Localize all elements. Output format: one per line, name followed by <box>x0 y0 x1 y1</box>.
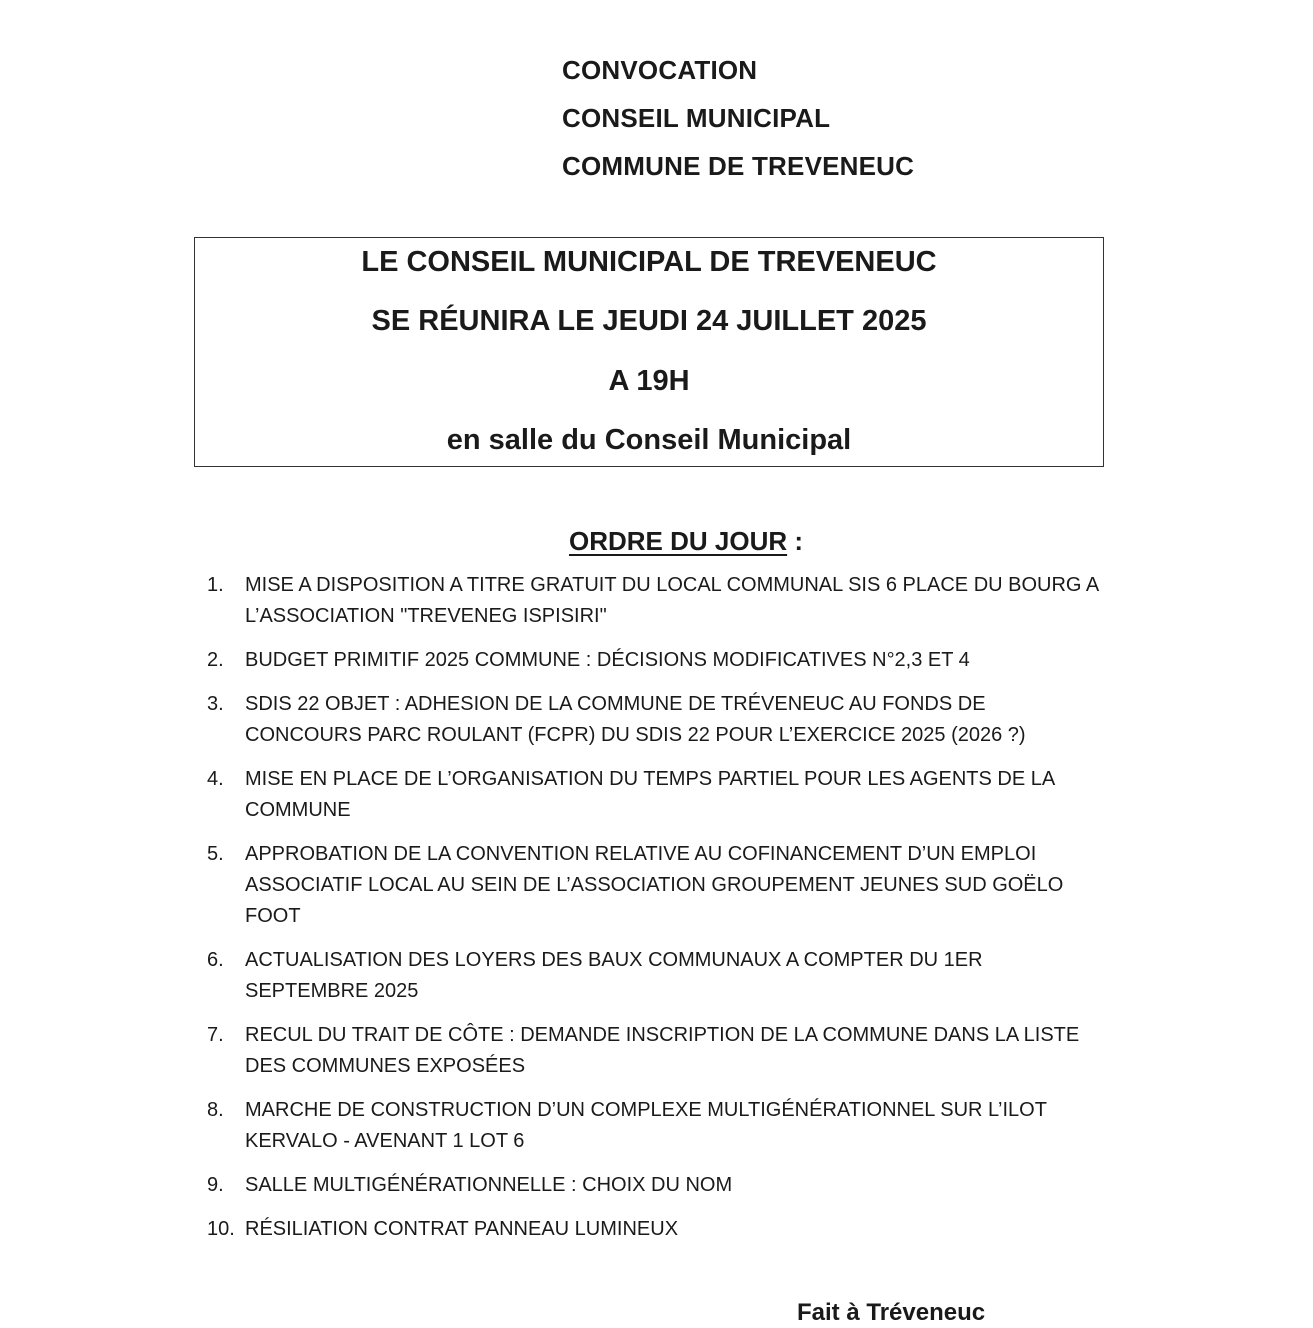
header-block <box>562 46 914 190</box>
meeting-location: en salle du Conseil Municipal <box>446 424 852 456</box>
agenda-item-6 <box>205 945 1105 1007</box>
agenda-item-number: 7. <box>207 1024 224 1046</box>
agenda-item-number: 6. <box>207 949 224 971</box>
agenda-item-number: 1. <box>207 574 224 596</box>
agenda-title-colon: : <box>787 526 804 556</box>
agenda-item-text: SALLE MULTIGÉNÉRATIONNELLE : CHOIX DU NOM <box>245 1174 733 1196</box>
agenda-list <box>205 570 1105 1258</box>
agenda-item-number: 8. <box>207 1099 224 1121</box>
agenda-item-1 <box>205 570 1105 632</box>
agenda-item-number: 4. <box>207 768 224 790</box>
header-line-convocation: CONVOCATION <box>562 55 758 85</box>
agenda-item-2 <box>205 645 1105 676</box>
agenda-item-text: MISE A DISPOSITION A TITRE GRATUIT DU LOCAL COMMUNAL SIS 6 PLACE DU BOURG A L’ASSOCIATION "TREVENEG ISPISIRI" <box>245 574 1099 627</box>
meeting-box <box>194 237 1104 467</box>
agenda-item-text: RÉSILIATION CONTRAT PANNEAU LUMINEUX <box>245 1218 679 1240</box>
agenda-item-4 <box>205 764 1105 826</box>
meeting-title: LE CONSEIL MUNICIPAL DE TREVENEUC <box>361 246 937 278</box>
agenda-item-10 <box>205 1214 1105 1245</box>
agenda-title <box>0 522 1313 560</box>
agenda-item-number: 5. <box>207 843 224 865</box>
agenda-item-3 <box>205 689 1105 751</box>
agenda-item-text: RECUL DU TRAIT DE CÔTE : DEMANDE INSCRIPTION DE LA COMMUNE DANS LA LISTE DES COMMUNES EXPOSÉES <box>245 1024 1080 1077</box>
agenda-item-number: 10. <box>207 1218 235 1240</box>
agenda-item-text: MARCHE DE CONSTRUCTION D’UN COMPLEXE MULTIGÉNÉRATIONNEL SUR L’ILOT KERVALO - AVENANT 1 LOT 6 <box>245 1099 1047 1152</box>
agenda-item-text: MISE EN PLACE DE L’ORGANISATION DU TEMPS PARTIEL POUR LES AGENTS DE LA COMMUNE <box>245 768 1055 821</box>
agenda-item-number: 9. <box>207 1174 224 1196</box>
meeting-time: A 19H <box>608 365 690 397</box>
agenda-item-number: 3. <box>207 693 224 715</box>
meeting-date: SE RÉUNIRA LE JEUDI 24 JUILLET 2025 <box>371 305 927 337</box>
agenda-title-label: ORDRE DU JOUR <box>568 526 788 556</box>
agenda-item-5 <box>205 839 1105 932</box>
header-line-conseil: CONSEIL MUNICIPAL <box>562 103 831 133</box>
agenda-item-9 <box>205 1170 1105 1201</box>
signature-place: Fait à Tréveneuc <box>797 1299 986 1326</box>
agenda-item-number: 2. <box>207 649 224 671</box>
agenda-item-text: SDIS 22 OBJET : ADHESION DE LA COMMUNE DE TRÉVENEUC AU FONDS DE CONCOURS PARC ROULANT (FCPR) DU SDIS 22 POUR L’EXERCICE 2025 (2026 ?) <box>245 693 1026 746</box>
header-line-commune: COMMUNE DE TREVENEUC <box>562 151 915 181</box>
agenda-item-8 <box>205 1095 1105 1157</box>
agenda-item-text: BUDGET PRIMITIF 2025 COMMUNE : DÉCISIONS MODIFICATIVES N°2,3 ET 4 <box>245 649 970 671</box>
agenda-item-text: APPROBATION DE LA CONVENTION RELATIVE AU COFINANCEMENT D’UN EMPLOI ASSOCIATIF LOCAL AU SEIN DE L’ASSOCIATION GROUPEMENT JEUNES SUD GOËLO FOOT <box>245 843 1064 927</box>
agenda-item-7 <box>205 1020 1105 1082</box>
agenda-item-text: ACTUALISATION DES LOYERS DES BAUX COMMUNAUX A COMPTER DU 1ER SEPTEMBRE 2025 <box>245 949 983 1002</box>
